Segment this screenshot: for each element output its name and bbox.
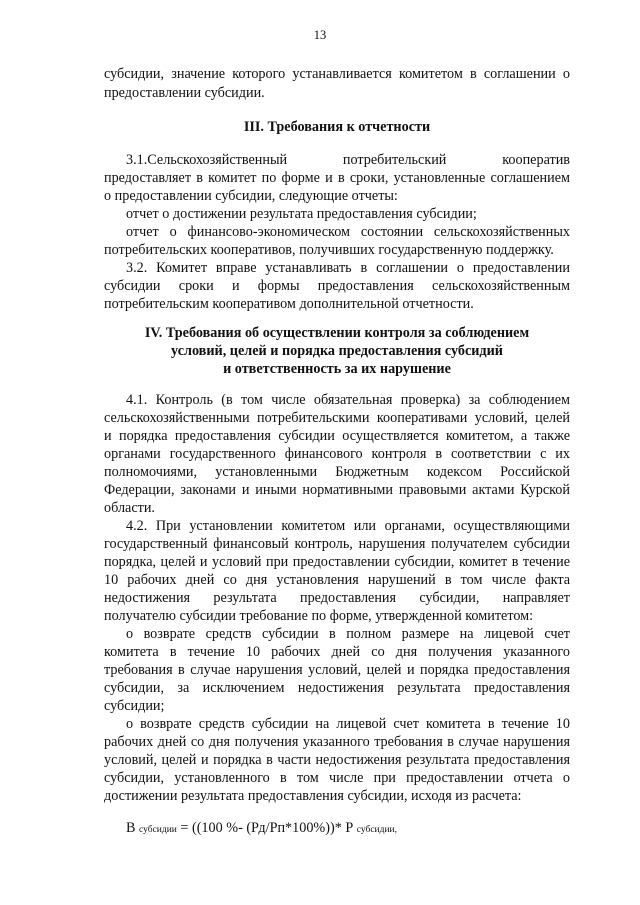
text-line: 4.1. Контроль (в том числе обязательная проверка) за соблюдением bbox=[126, 392, 570, 408]
text-line: требования в случае нарушения условий, целей и порядка предоставления bbox=[104, 662, 570, 678]
text-line: о возврате средств субсидии на лицевой счет комитета в течение 10 bbox=[126, 716, 570, 732]
text-line: области. bbox=[104, 500, 155, 516]
formula-body: = ((100 %- (Рд/Рп*100%))* Р bbox=[180, 820, 354, 836]
text-line: потребительских кооперативов, получивших государственную поддержку. bbox=[104, 242, 554, 258]
formula-lead: В bbox=[126, 820, 136, 836]
formula-subscript: субсидии bbox=[139, 825, 177, 835]
text-line: условий, целей и порядка в части недостижения результата предоставления bbox=[104, 752, 570, 768]
text-line: достижении результата предоставления субсидии, исходя из расчета: bbox=[104, 788, 522, 804]
text-line: о предоставлении субсидии, следующие отчеты: bbox=[104, 188, 398, 204]
formula-subscript: субсидии, bbox=[356, 825, 398, 835]
text-line: отчет о достижении результата предоставления субсидии; bbox=[126, 206, 477, 222]
section-heading: III. Требования к отчетности bbox=[243, 119, 431, 135]
text-line: субсидии, установленного в том числе при предоставлении отчета о bbox=[104, 770, 570, 786]
section-heading: IV. Требования об осуществлении контроля за соблюдением bbox=[144, 325, 530, 341]
text-line: недостижения результата предоставления субсидии, направляет bbox=[104, 590, 570, 606]
text-line: полномочиями, установленными Бюджетным кодексом Российской bbox=[104, 464, 570, 480]
text-line: субсидии; bbox=[104, 698, 165, 714]
formula bbox=[126, 820, 397, 839]
text-line: предоставлении субсидии. bbox=[104, 85, 265, 101]
text-line: 3.2. Комитет вправе устанавливать в соглашении о предоставлении bbox=[126, 260, 570, 276]
text-line: о возврате средств субсидии в полном размере на лицевой счет bbox=[126, 626, 570, 642]
text-line: 4.2. При установлении комитетом или органами, осуществляющими bbox=[126, 518, 570, 534]
text-line: потребительским кооперативом дополнительной отчетности. bbox=[104, 296, 474, 312]
text-line: и порядка предоставления субсидии осуществляется комитетом, а также bbox=[104, 428, 570, 444]
text-line: рабочих дней со дня получения указанного требования в случае нарушения bbox=[104, 734, 570, 750]
text-line: предоставляет в комитет по форме и в сроки, установленные соглашением bbox=[104, 170, 570, 186]
text-line: 10 рабочих дней со дня установления нарушений в том числе факта bbox=[104, 572, 570, 588]
text-line: сельскохозяйственными потребительскими кооперативами условий, целей bbox=[104, 410, 570, 426]
page-number: 13 bbox=[313, 28, 327, 42]
section-heading: и ответственность за их нарушение bbox=[223, 361, 451, 377]
text-line: порядка, целей и условий при предоставлении субсидии, комитет в течение bbox=[104, 554, 570, 570]
text-line: государственный финансовый контроль, нарушения получателем субсидии bbox=[104, 536, 570, 552]
text-line: субсидии, за исключением недостижения результата предоставления bbox=[104, 680, 570, 696]
text-line: комитета в течение 10 рабочих дней со дня получения указанного bbox=[104, 644, 570, 660]
text-line: субсидии сроки и формы предоставления сельскохозяйственным bbox=[104, 278, 570, 294]
text-line: получателю субсидии требование по форме, утвержденной комитетом: bbox=[104, 608, 534, 624]
text-line: отчет о финансово-экономическом состоянии сельскохозяйственных bbox=[126, 224, 570, 240]
section-heading: условий, целей и порядка предоставления субсидий bbox=[171, 343, 503, 359]
text-line: субсидии, значение которого устанавливается комитетом в соглашении о bbox=[104, 66, 570, 82]
text-line: Федерации, законами и иными нормативными правовыми актами Курской bbox=[104, 482, 570, 498]
text-line: 3.1.Сельскохозяйственный потребительский кооператив bbox=[126, 152, 570, 168]
text-line: органами государственного финансового контроля в соответствии с их bbox=[104, 446, 570, 462]
